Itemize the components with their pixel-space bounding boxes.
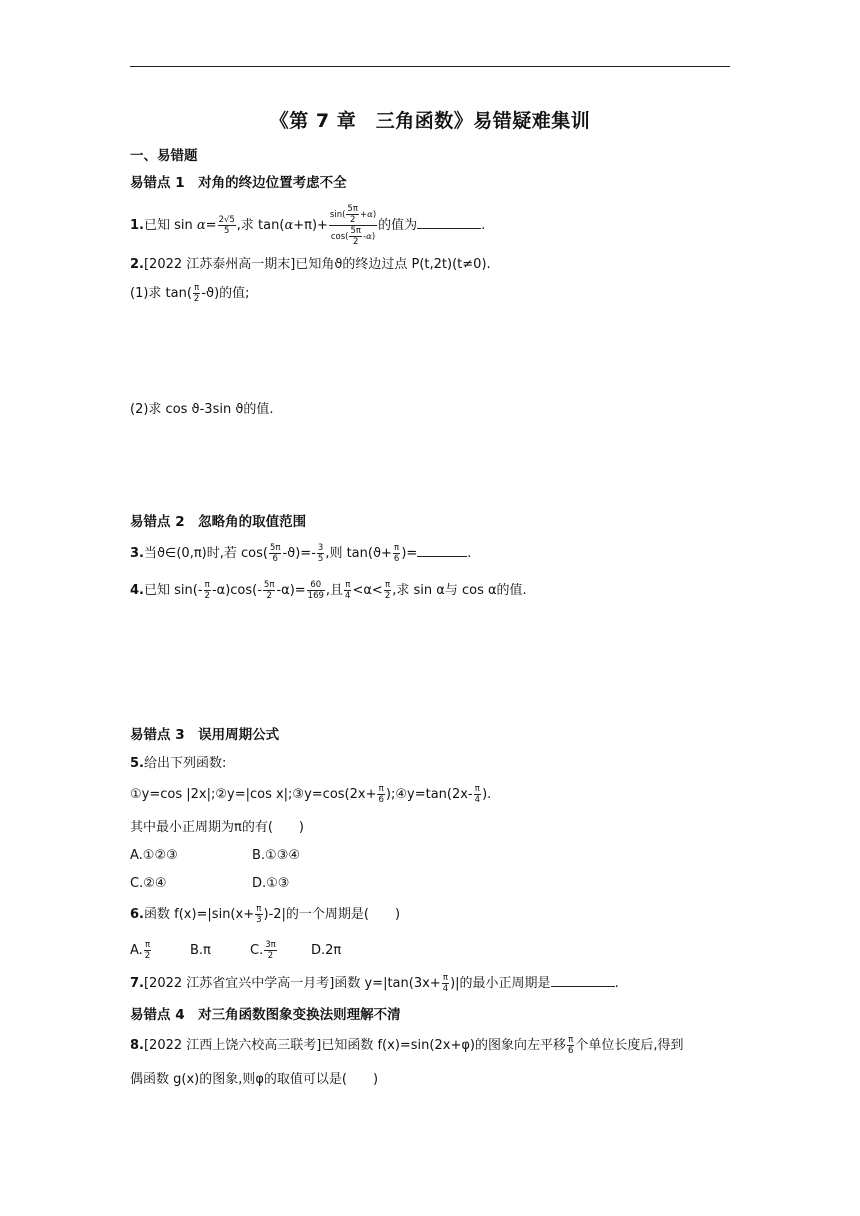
error-point-4-heading: 易错点 4 对三角函数图象变换法则理解不清 — [130, 1007, 401, 1023]
q5-option-d[interactable]: D.①③ — [252, 876, 290, 891]
section-heading: 一、易错题 — [130, 148, 198, 164]
question-4: 4.已知 sin(- $\frac{\pi}{2}$ -α)cos(- $\frac{5\pi}{2}$ -α)= $\frac{60}{169}$ ,且 $\frac{\pi}{4}$ <α< $\frac{\pi}{2}$ ,求 sin α与 cos α的值. — [130, 580, 527, 601]
question-7: 7.[2022 江苏省宜兴中学高一月考]函数 y=|tan(3x+ $\frac{\pi}{4}$ )|的最小正周期是 . — [130, 973, 619, 994]
q5-option-c[interactable]: C.②④ — [130, 876, 167, 891]
error-point-2-heading: 易错点 2 忽略角的取值范围 — [130, 514, 307, 530]
error-point-1-heading: 易错点 1 对角的终边位置考虑不全 — [130, 175, 347, 191]
question-5: 5.给出下列函数: — [130, 756, 227, 771]
question-8-line-2: 偶函数 g(x)的图象,则φ的取值可以是( ) — [130, 1072, 379, 1087]
q6-option-c[interactable]: C. $\frac{3\pi}{2}$ — [250, 940, 276, 961]
question-5-ask: 其中最小正周期为π的有( ) — [130, 820, 304, 835]
question-8: 8.[2022 江西上饶六校高三联考]已知函数 f(x)=sin(2x+φ)的图象向左平移 $\frac{\pi}{6}$ 个单位长度后,得到 — [130, 1035, 684, 1056]
question-2-part-1: (1)求 tan( $\frac{\pi}{2}$ -ϑ)的值; — [130, 283, 250, 304]
answer-blank[interactable] — [417, 215, 481, 229]
question-6: 6.函数 f(x)=|sin(x+ $\frac{\pi}{3}$ )-2|的一个周期是( ) — [130, 904, 401, 925]
q6-option-d[interactable]: D.2π — [311, 943, 342, 958]
question-2: 2.[2022 江苏泰州高一期末]已知角ϑ的终边过点 P(t,2t)(t≠0). — [130, 257, 491, 272]
error-point-3-heading: 易错点 3 误用周期公式 — [130, 727, 280, 743]
page-title: 《第 7 章 三角函数》易错疑难集训 — [269, 110, 591, 132]
q5-option-a[interactable]: A.①②③ — [130, 848, 178, 863]
q6-option-b[interactable]: B.π — [190, 943, 211, 958]
question-3: 3.当ϑ∈(0,π)时,若 cos( $\frac{5\pi}{6}$ -ϑ)=- $\frac{3}{5}$ ,则 tan(ϑ+ $\frac{\pi}{6}$ )= . — [130, 543, 472, 564]
question-5-functions: ①y=cos |2x|;②y=|cos x|;③y=cos(2x+ $\frac{\pi}{6}$ );④y=tan(2x- $\frac{\pi}{4}$ ). — [130, 784, 492, 805]
answer-blank[interactable] — [417, 543, 467, 557]
question-1: 1.已知 sin α= $\frac{2√5}{5}$ ,求 tan(α+π)+ sin( $\frac{5\pi}{2}$ +α) cos( $\frac{5\pi}{2}$ -α) 的值为 . — [130, 204, 486, 247]
question-2-part-2: (2)求 cos ϑ-3sin ϑ的值. — [130, 402, 274, 417]
header-rule — [130, 66, 730, 67]
answer-blank[interactable] — [551, 973, 615, 987]
q5-option-b[interactable]: B.①③④ — [252, 848, 301, 863]
q6-option-a[interactable]: A. $\frac{\pi}{2}$ — [130, 940, 151, 961]
